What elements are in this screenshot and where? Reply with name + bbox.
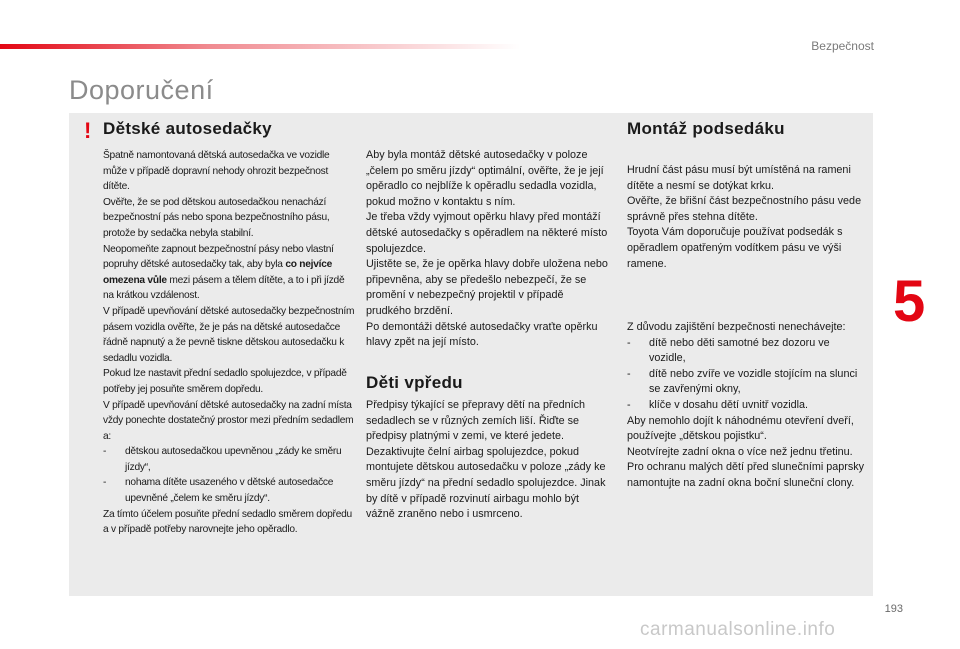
bold-text: co nejvíce omezena vůle: [103, 259, 333, 286]
list-item: - nohama dítěte usazeného v dětské autosedačce upevněné „čelem ke směru jízdy“.: [103, 477, 334, 505]
booster-text: [627, 163, 867, 272]
paragraph: Ověřte, že se pod dětskou autosedačkou nenachází bezpečnostní pás nebo spona bezpečnostního pásu, protože by sedačka nebyla stabilní.: [103, 196, 330, 239]
top-accent-bar: [0, 44, 520, 49]
paragraph: Za tímto účelem posuňte přední sedadlo směrem dopředu a v případě potřeby narovnejte jeho opěradlo.: [103, 508, 352, 536]
front-children-text: [366, 398, 608, 523]
paragraph: Pokud lze nastavit přední sedadlo spolujezdce, v případě potřeby jej posuňte směrem dopředu.: [103, 368, 347, 395]
paragraph: Hrudní část pásu musí být umístěná na rameni dítěte a nesmí se dotýkat krku.: [627, 164, 851, 192]
heading-child-seats: Dětské autosedačky: [103, 119, 272, 138]
paragraph: Aby nemohlo dojít k náhodnému otevření dveří, používejte „dětskou pojistku“.: [627, 414, 854, 443]
paragraph: Ověřte, že břišní část bezpečnostního pásu vede správně přes stehna dítěte.: [627, 195, 862, 223]
chapter-number: 5: [893, 269, 926, 334]
list-item: - dítě nebo děti samotné bez dozoru ve vozidle,: [627, 336, 830, 365]
paragraph: Neotvírejte zadní okna o více než jednu třetinu.: [627, 445, 853, 458]
paragraph: Špatně namontovaná dětská autosedačka ve vozidle může v případě dopravní nehody ohrozit bezpečnost dítěte.: [103, 150, 330, 193]
safety-text: [627, 320, 867, 492]
paragraph: [103, 242, 355, 304]
paragraph: Ujistěte se, že je opěrka hlavy dobře uložena nebo připevněna, aby se předešlo nebezpečí, že se promění v nebezpečný projektil v případě prudkého brzdění.: [366, 258, 608, 317]
text-span: mezi pásem a tělem dítěte, a to i při jízdě na krátkou vzdálenost.: [103, 274, 345, 302]
watermark: carmanualsonline.info: [640, 619, 836, 640]
warning-icon: !: [84, 118, 92, 143]
page-number: 193: [884, 603, 903, 615]
text-span: Neopomeňte zapnout bezpečnostní pásy nebo vlastní popruhy dětské autosedačky tak, aby byla: [103, 243, 334, 271]
paragraph: Po demontáži dětské autosedačky vraťte opěrku hlavy zpět na její místo.: [366, 320, 598, 349]
paragraph: Toyota Vám doporučuje používat podsedák s opěradlem opatřeným vodítkem pásu ve výši ramene.: [627, 226, 843, 270]
list-item: - klíče v dosahu dětí uvnitř vozidla.: [627, 398, 809, 411]
child-seats-column-1: [103, 148, 355, 538]
page-title: Doporučení: [69, 75, 214, 105]
section-name: Bezpečnost: [811, 39, 874, 53]
paragraph: Z důvodu zajištění bezpečnosti nenechávejte:: [627, 321, 846, 333]
paragraph: Aby byla montáž dětské autosedačky v poloze „čelem po směru jízdy“ optimální, ověřte, že je její opěradlo co nejblíže k opěradlu sedadla vozidla, pokud možno v kontaktu s ním.: [366, 149, 604, 208]
paragraph: Je třeba vždy vyjmout opěrku hlavy před montáží dětské autosedačky s opěradlem na některé místo spolujezdce.: [366, 211, 608, 255]
heading-booster: Montáž podsedáku: [627, 119, 785, 138]
paragraph: Dezaktivujte čelní airbag spolujezdce, pokud montujete dětskou autosedačku v poloze „zády ke směru jízdy“ na přední sedadlo spolujezdce. Jinak by dítě v případě rozvinutí airbagu mohlo být vážně zraněno nebo i usmrceno.: [366, 445, 606, 521]
paragraph: Pro ochranu malých dětí před slunečními paprsky namontujte na zadní okna boční sluneční clony.: [627, 461, 865, 489]
child-seats-column-2: [366, 148, 608, 351]
list-item: - dítě nebo zvíře ve vozidle stojícím na slunci se zavřenými okny,: [627, 367, 858, 396]
list-item: - dětskou autosedačkou upevněnou „zády ke směru jízdy“,: [103, 446, 342, 473]
paragraph: V případě upevňování dětské autosedačky na zadní místa vždy ponechte dostatečný prostor mezi předním sedadlem a:: [103, 399, 354, 442]
heading-front-children: Děti vpředu: [366, 373, 463, 392]
paragraph: V případě upevňování dětské autosedačky bezpečnostním pásem vozidla ověřte, že je pás na dětské autosedačce řádně napnutý a že pevně tiskne dětskou autosedačku k sedadlu vozidla.: [103, 305, 355, 364]
paragraph: Předpisy týkající se přepravy dětí na předních sedadlech se v různých zemích liší. Řiďte se předpisy platnými v zemi, ve které jedete.: [366, 399, 586, 443]
